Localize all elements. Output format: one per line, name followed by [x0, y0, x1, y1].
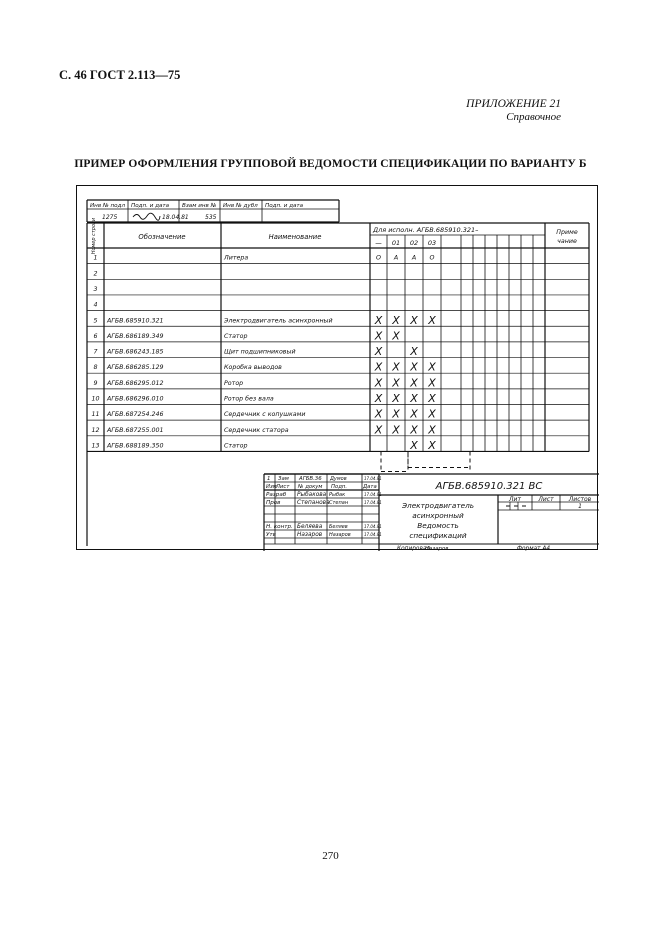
execution-mark: X: [374, 376, 383, 390]
page-header: С. 46 ГОСТ 2.113—75: [59, 68, 181, 82]
copied-signature: Назаров: [425, 546, 449, 551]
execution-mark: X: [392, 376, 400, 390]
change-count: 1: [267, 476, 271, 482]
role-signature: Назаров: [329, 532, 351, 538]
change-header-label: Подп.: [331, 484, 348, 490]
execution-code-label: 01: [391, 239, 401, 247]
row-name: Статор: [224, 332, 248, 340]
execution-mark: X: [374, 360, 383, 374]
role-signature: Беляев: [329, 524, 348, 530]
lit-label: Лит: [509, 496, 521, 503]
appendix-label: [466, 98, 561, 124]
column-header-position: Номер строки: [91, 217, 97, 255]
execution-mark: X: [374, 313, 383, 327]
row-name: Ротор без вала: [224, 395, 274, 403]
execution-mark: X: [428, 392, 436, 405]
litera-mark: А: [411, 254, 417, 262]
column-header-name: Наименование: [268, 233, 322, 241]
row-number: 4: [93, 301, 98, 309]
role-person-name: Рыбакова: [297, 492, 327, 498]
row-designation: АГБВ.687254.246: [107, 411, 164, 419]
row-designation: АГБВ.686295.012: [107, 379, 164, 387]
row-designation: АГБВ.686285.129: [107, 364, 164, 372]
sheets-value: 1: [578, 503, 582, 510]
format-label: Формат А4: [517, 546, 551, 551]
execution-mark: X: [392, 313, 400, 327]
change-type: Зам: [278, 476, 289, 482]
specification-sheet: [77, 186, 599, 551]
stamp-inventory-value: 1275: [102, 214, 118, 221]
execution-mark: X: [410, 438, 418, 452]
execution-mark: X: [428, 376, 436, 390]
execution-mark: X: [374, 407, 383, 421]
change-signature: Думов: [330, 476, 347, 482]
litera-mark: О: [429, 254, 435, 262]
execution-mark: X: [392, 360, 400, 374]
execution-mark: X: [392, 423, 400, 437]
change-header-label: Изм: [266, 484, 277, 490]
change-date: 17.04.81: [364, 476, 382, 481]
stamp-date-value: 18.04.81: [162, 214, 189, 221]
row-number: 5: [93, 317, 98, 325]
litera-mark: А: [393, 254, 399, 262]
role-label: Пров: [266, 500, 281, 506]
execution-mark: X: [392, 407, 400, 421]
role-person-name: Назаров: [297, 532, 323, 538]
stamp-header-label: Инв № дубл: [223, 203, 258, 209]
execution-mark: X: [410, 392, 418, 405]
role-person-name: Степанова: [297, 500, 330, 506]
execution-mark: X: [374, 423, 383, 437]
execution-mark: X: [428, 423, 436, 437]
row-name: Коробка выводов: [224, 364, 282, 372]
execution-mark: X: [410, 360, 418, 374]
row-designation: АГБВ.685910.321: [107, 317, 164, 325]
stamp-signature-icon: [133, 213, 160, 220]
column-header-designation: Обозначение: [138, 233, 186, 241]
execution-mark: X: [410, 345, 418, 359]
role-date: 17.04.81: [364, 524, 382, 529]
row-number: 3: [93, 285, 98, 293]
stamp-header-label: Подп. и дата: [131, 203, 170, 209]
row-name: Электродвигатель асинхронный: [224, 317, 333, 325]
row-designation: АГБВ.686243.185: [107, 348, 164, 356]
row-number: 7: [93, 348, 98, 356]
document-name-line: асинхронный: [412, 511, 464, 520]
column-header-note: Приме: [556, 229, 578, 236]
execution-mark: X: [428, 313, 436, 327]
execution-code-label: —: [375, 239, 382, 247]
row-name: Литера: [224, 254, 249, 262]
row-name: Статор: [224, 442, 248, 450]
row-number: 6: [93, 332, 98, 340]
role-label: Разраб: [266, 492, 287, 498]
execution-mark: X: [410, 407, 418, 421]
execution-mark: X: [392, 392, 400, 405]
appendix-title: ПРИЛОЖЕНИЕ 21: [466, 98, 561, 110]
appendix-subtitle: Справочное: [506, 111, 561, 123]
document-name-line: Ведомость: [417, 521, 459, 530]
row-name: Сердечник с копушками: [224, 411, 306, 419]
row-designation: АГБВ.686296.010: [107, 395, 164, 403]
role-signature: Рыбак: [329, 492, 346, 498]
litera-mark: О: [376, 254, 381, 262]
execution-mark: X: [410, 423, 418, 437]
row-designation: АГБВ.686189.349: [107, 332, 164, 340]
row-number: 1: [93, 254, 98, 262]
execution-mark: X: [428, 438, 436, 452]
stamp-header-label: Взам инв №: [182, 203, 217, 209]
execution-mark: X: [374, 392, 383, 405]
row-number: 10: [91, 395, 100, 403]
execution-mark: X: [410, 313, 418, 327]
column-header-note: чание: [557, 238, 577, 245]
row-name: Ротор: [224, 379, 244, 387]
row-name: Щит подшипниковый: [224, 348, 296, 356]
execution-mark: X: [392, 329, 400, 343]
row-number: 13: [91, 442, 100, 450]
row-number: 2: [93, 270, 98, 278]
role-date: 17.04.81: [364, 492, 382, 497]
sheets-label: Листов: [568, 496, 592, 503]
execution-code-label: 03: [427, 239, 437, 247]
change-header-label: Лист: [276, 484, 290, 490]
role-date: 17.04.81: [364, 500, 382, 505]
page-number: 270: [322, 850, 339, 862]
change-header-label: Дата: [363, 484, 377, 490]
document-name-line: спецификаций: [409, 531, 467, 540]
role-signature: Степан: [329, 500, 349, 506]
copied-label: Копировал: [397, 546, 431, 551]
sheet-label: Лист: [538, 496, 554, 503]
document-designation: АГБВ.685910.321 ВС: [435, 481, 543, 492]
stamp-header-label: Инв № подл: [90, 203, 126, 209]
column-header-execution: Для исполн. АГБВ.685910.321–: [373, 226, 479, 234]
document-title: ПРИМЕР ОФОРМЛЕНИЯ ГРУППОВОЙ ВЕДОМОСТИ СПЕЦИФИКАЦИИ ПО ВАРИАНТУ Б: [74, 158, 587, 170]
role-date: 17.04.81: [364, 532, 382, 537]
row-designation: АГБВ.688189.350: [107, 442, 164, 450]
execution-mark: X: [428, 360, 436, 374]
execution-code-label: 02: [409, 239, 419, 247]
row-number: 9: [93, 379, 98, 387]
change-doc-number: АГБВ.36: [299, 476, 322, 482]
role-label: Н. контр.: [266, 524, 293, 530]
stamp-replace-value: 535: [205, 214, 217, 221]
row-number: 11: [91, 411, 100, 419]
row-name: Сердечник статора: [224, 426, 289, 434]
row-designation: АГБВ.687255.001: [107, 426, 164, 434]
drawing-frame: [76, 185, 598, 550]
execution-mark: X: [374, 329, 383, 343]
document-name-line: Электродвигатель: [401, 501, 475, 510]
row-number: 8: [93, 364, 98, 372]
execution-mark: X: [374, 345, 383, 359]
execution-mark: X: [410, 376, 418, 390]
execution-mark: X: [428, 407, 436, 421]
change-header-label: № докум: [298, 484, 323, 490]
role-person-name: Беляева: [297, 524, 323, 530]
role-label: Утв: [266, 532, 276, 538]
row-number: 12: [91, 426, 100, 434]
stamp-header-label: Подп. и дата: [265, 203, 304, 209]
